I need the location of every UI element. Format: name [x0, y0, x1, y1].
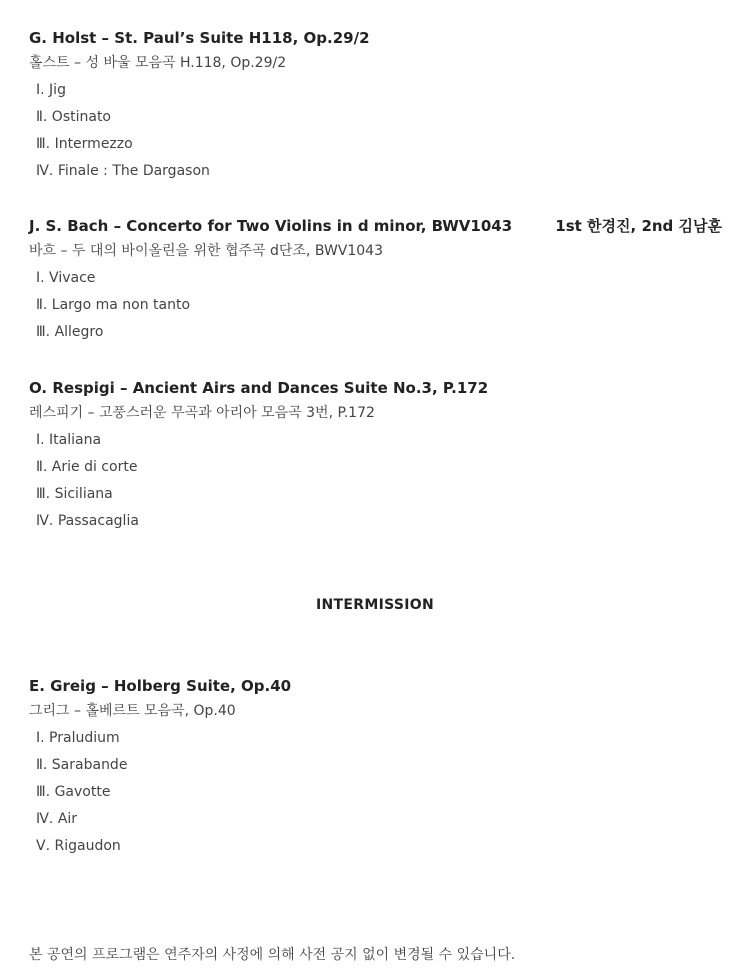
program-change-notice: 본 공연의 프로그램은 연주자의 사정에 의해 사전 공지 없이 변경될 수 있습니다.	[29, 947, 516, 963]
movement-name: Italiana	[49, 432, 102, 448]
movement-item	[36, 427, 750, 454]
movement-number: Ⅲ.	[36, 784, 51, 800]
movement-item	[36, 779, 750, 806]
movement-item	[36, 833, 750, 860]
movement-item	[36, 292, 750, 319]
program-piece	[0, 674, 750, 860]
movement-item	[36, 454, 750, 481]
movement-name: Allegro	[54, 324, 104, 340]
movement-number: Ⅲ.	[36, 486, 51, 502]
piece-title: E. Greig – Holberg Suite, Op.40	[29, 677, 292, 695]
piece-korean-title: 레스피기 – 고풍스러운 무곡과 아리아 모음곡 3번, P.172	[29, 405, 375, 421]
piece-title-row	[0, 214, 750, 238]
movement-item	[36, 752, 750, 779]
program-piece	[0, 214, 750, 346]
piece-title: G. Holst – St. Paul’s Suite H118, Op.29/2	[29, 29, 370, 47]
movement-number: Ⅱ.	[36, 109, 48, 125]
movement-number: Ⅳ.	[36, 513, 54, 529]
movement-item	[36, 481, 750, 508]
movement-number: Ⅴ.	[36, 838, 51, 854]
movement-name: Jig	[49, 82, 66, 98]
piece-korean-title: 바흐 – 두 대의 바이올린을 위한 협주곡 d단조, BWV1043	[29, 243, 383, 259]
program-piece	[0, 26, 750, 185]
movement-number: Ⅱ.	[36, 297, 48, 313]
movement-name: Arie di corte	[51, 459, 138, 475]
movement-item	[36, 508, 750, 535]
movement-name: Gavotte	[54, 784, 111, 800]
movement-number: Ⅰ.	[36, 730, 45, 746]
movement-number: Ⅳ.	[36, 163, 54, 179]
movement-item	[36, 158, 750, 185]
movement-name: Finale : The Dargason	[57, 163, 210, 179]
movement-name: Vivace	[49, 270, 96, 286]
movement-item	[36, 77, 750, 104]
movement-item	[36, 265, 750, 292]
movement-name: Intermezzo	[54, 136, 133, 152]
movement-name: Ostinato	[51, 109, 111, 125]
movement-item	[36, 104, 750, 131]
piece-korean-title: 그리그 – 홀베르트 모음곡, Op.40	[29, 703, 236, 719]
movement-name: Praludium	[49, 730, 120, 746]
movement-number: Ⅲ.	[36, 136, 51, 152]
piece-title: J. S. Bach – Concerto for Two Violins in d minor, BWV1043	[29, 217, 513, 235]
movement-item	[36, 806, 750, 833]
movement-item	[36, 725, 750, 752]
movement-number: Ⅰ.	[36, 432, 45, 448]
movement-number: Ⅳ.	[36, 811, 54, 827]
program-piece	[0, 376, 750, 535]
movement-name: Passacaglia	[57, 513, 139, 529]
movement-item	[36, 131, 750, 158]
movement-name: Largo ma non tanto	[51, 297, 191, 313]
piece-title-row	[0, 376, 750, 400]
intermission-heading: INTERMISSION	[316, 597, 434, 613]
piece-performers: 1st 한경진, 2nd 김남훈	[555, 217, 722, 235]
movement-name: Siciliana	[54, 486, 113, 502]
movement-number: Ⅱ.	[36, 757, 48, 773]
movement-number: Ⅱ.	[36, 459, 48, 475]
piece-title: O. Respigi – Ancient Airs and Dances Suite No.3, P.172	[29, 379, 489, 397]
movement-name: Air	[57, 811, 78, 827]
movement-number: Ⅲ.	[36, 324, 51, 340]
piece-korean-title: 홀스트 – 성 바울 모음곡 H.118, Op.29/2	[29, 55, 287, 71]
movement-item	[36, 319, 750, 346]
piece-title-row	[0, 674, 750, 698]
movement-name: Rigaudon	[54, 838, 121, 854]
movement-name: Sarabande	[51, 757, 128, 773]
movement-number: Ⅰ.	[36, 270, 45, 286]
piece-title-row	[0, 26, 750, 50]
movement-number: Ⅰ.	[36, 82, 45, 98]
